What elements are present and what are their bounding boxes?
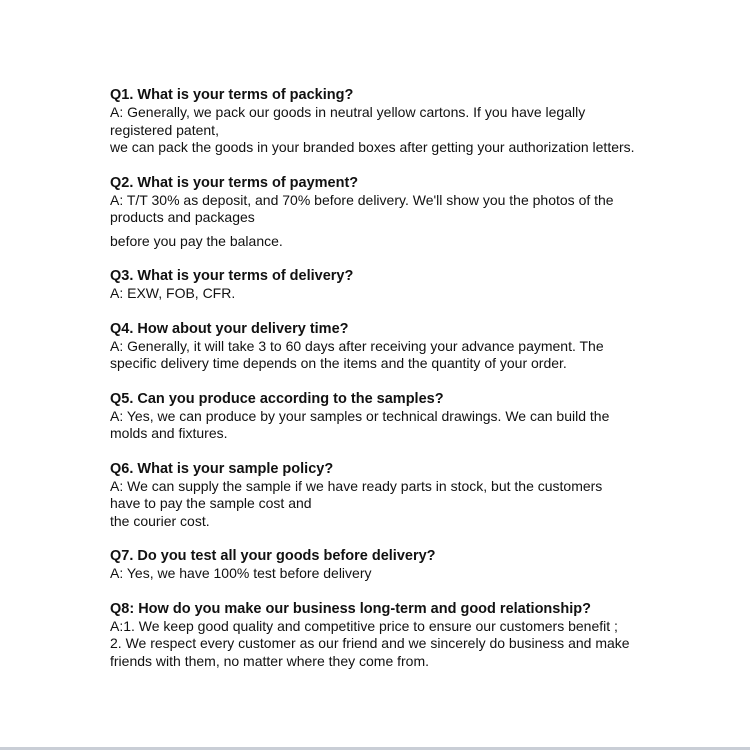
faq-question: Q6. What is your sample policy? <box>110 460 334 477</box>
faq-answer <box>110 618 710 671</box>
faq-answer-line: A: Yes, we have 100% test before delivery <box>110 565 372 581</box>
faq-answer-line: molds and fixtures. <box>110 425 228 441</box>
faq-answer-line: A: Yes, we can produce by your samples or technical drawings. We can build the <box>110 407 610 424</box>
faq-answer-line: A:1. We keep good quality and competitive price to ensure our customers benefit ; <box>110 617 618 634</box>
faq-item-samples <box>110 390 710 443</box>
faq-item-testing <box>110 547 710 583</box>
faq-question: Q2. What is your terms of payment? <box>110 174 359 191</box>
faq-answer-line: A: Generally, it will take 3 to 60 days after receiving your advance payment. The <box>110 337 604 354</box>
faq-answer-line: A: T/T 30% as deposit, and 70% before delivery. We'll show you the photos of the <box>110 191 614 208</box>
faq-answer-line: have to pay the sample cost and <box>110 495 312 511</box>
faq-answer-line: before you pay the balance. <box>110 232 283 249</box>
faq-answer <box>110 192 710 227</box>
faq-answer <box>110 478 710 531</box>
faq-item-payment-continued <box>110 233 710 251</box>
faq-question: Q1. What is your terms of packing? <box>110 87 354 103</box>
faq-item-payment <box>110 174 710 227</box>
faq-question: Q4. How about your delivery time? <box>110 320 349 337</box>
faq-answer <box>110 285 710 303</box>
faq-answer <box>110 408 710 443</box>
faq-item-relationship <box>110 600 710 671</box>
faq-answer-line: products and packages <box>110 209 255 225</box>
faq-answer <box>110 104 710 157</box>
faq-answer-line: friends with them, no matter where they come from. <box>110 652 430 669</box>
faq-item-delivery-terms <box>110 267 710 303</box>
faq-answer-line: registered patent, <box>110 121 219 138</box>
faq-section <box>110 86 710 670</box>
faq-answer-line: A: Generally, we pack our goods in neutral yellow cartons. If you have legally <box>110 104 586 120</box>
faq-question: Q7. Do you test all your goods before delivery? <box>110 548 436 564</box>
faq-answer-line: the courier cost. <box>110 512 210 529</box>
faq-answer-line: we can pack the goods in your branded boxes after getting your authorization letters. <box>110 139 635 155</box>
faq-question: Q8: How do you make our business long-term and good relationship? <box>110 600 591 617</box>
faq-answer-line: A: EXW, FOB, CFR. <box>110 285 236 301</box>
faq-question: Q5. Can you produce according to the samples? <box>110 390 444 407</box>
faq-answer-line: 2. We respect every customer as our friend and we sincerely do business and make <box>110 635 630 651</box>
faq-answer <box>110 233 710 251</box>
faq-answer <box>110 565 710 583</box>
faq-question: Q3. What is your terms of delivery? <box>110 268 354 284</box>
faq-answer-line: A: We can supply the sample if we have ready parts in stock, but the customers <box>110 477 603 494</box>
faq-item-delivery-time <box>110 320 710 373</box>
faq-item-packing <box>110 86 710 157</box>
faq-answer <box>110 338 710 373</box>
faq-answer-line: specific delivery time depends on the items and the quantity of your order. <box>110 355 567 371</box>
faq-item-sample-policy <box>110 460 710 531</box>
